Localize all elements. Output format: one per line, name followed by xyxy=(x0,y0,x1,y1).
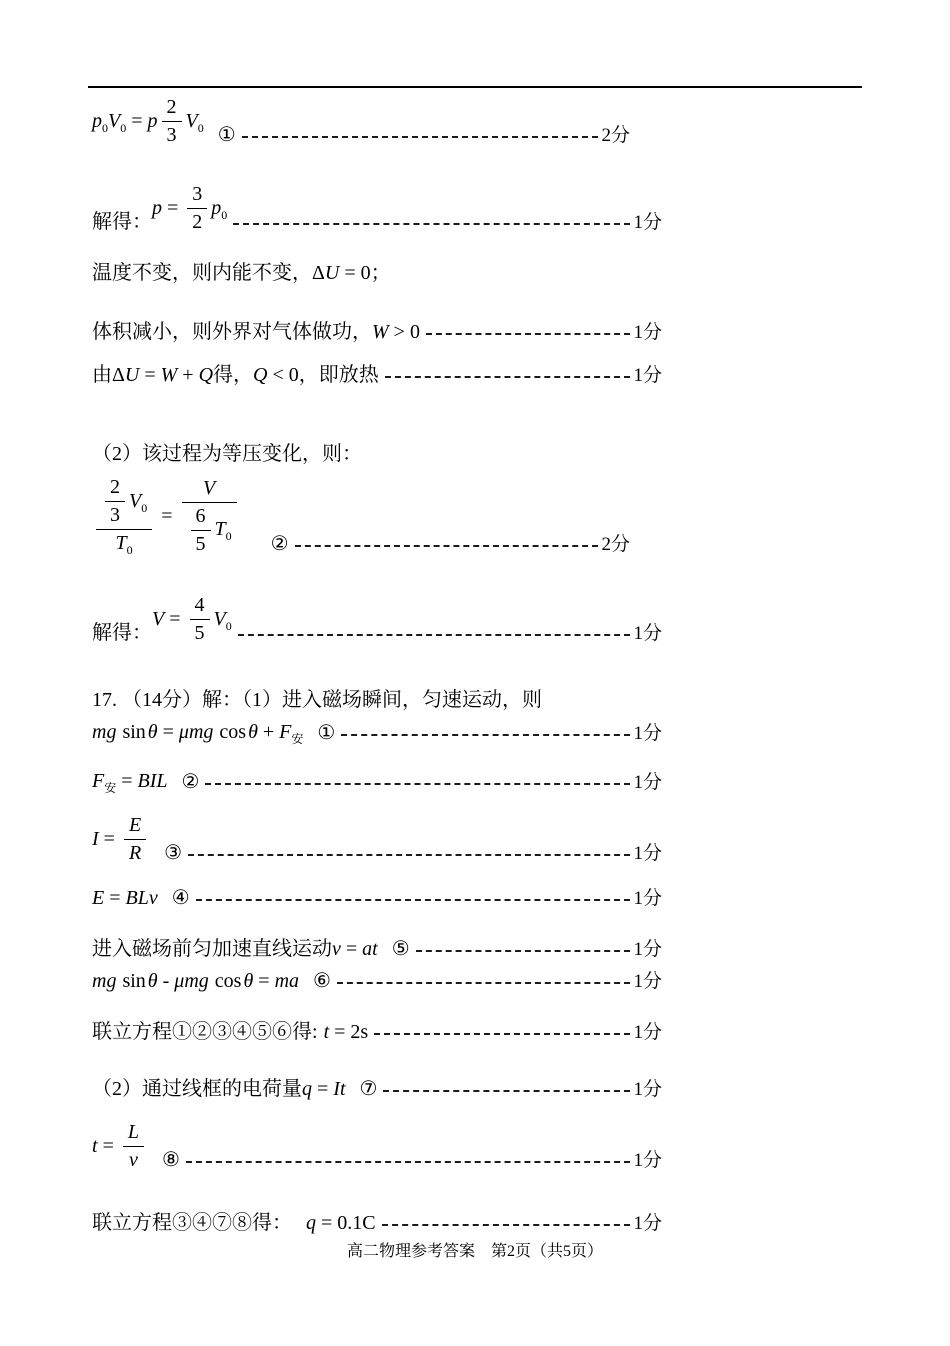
math-run xyxy=(92,110,158,134)
circled-marker: ② xyxy=(181,771,200,793)
math-var: W xyxy=(372,321,389,343)
text-part2-isobaric xyxy=(92,437,862,466)
fraction-denominator xyxy=(96,530,152,556)
heading-question-17 xyxy=(92,683,862,712)
equation xyxy=(152,594,232,645)
math-sub: 安 xyxy=(291,732,304,746)
math-sub: 0 xyxy=(221,207,228,222)
math-var: θ xyxy=(147,970,158,992)
score-label: 1分 xyxy=(633,1022,662,1043)
math-var: v xyxy=(128,1149,138,1171)
equation-gas-pressure xyxy=(92,96,862,147)
circled-marker: ⑥ xyxy=(313,970,331,992)
math-run xyxy=(152,608,186,631)
fraction-denominator: 3 xyxy=(166,124,177,146)
equation xyxy=(92,1121,148,1172)
dash-leader xyxy=(238,634,631,636)
math-func: cos xyxy=(214,970,242,992)
chinese-label: 解得： xyxy=(92,622,152,644)
math-sub: 0 xyxy=(225,618,232,633)
math-op: = xyxy=(102,1135,114,1157)
math-num: 0 xyxy=(409,321,420,343)
dash-leader xyxy=(295,545,599,547)
math-var: U xyxy=(124,364,140,386)
circled-marker: ③ xyxy=(164,842,183,864)
score-label: 1分 xyxy=(633,971,662,992)
math-sub: 0 xyxy=(120,120,127,135)
fraction xyxy=(187,183,207,234)
dash-leader xyxy=(205,783,630,785)
math-op: = xyxy=(131,109,143,132)
math-var: U xyxy=(324,262,340,284)
math-op: = xyxy=(167,197,179,219)
math-op: > xyxy=(393,321,405,343)
fraction xyxy=(190,594,210,645)
text-line xyxy=(92,315,420,344)
math-var: Q xyxy=(198,364,214,386)
header-rule xyxy=(88,86,862,88)
math-var: It xyxy=(333,1078,346,1100)
equation-time-length xyxy=(92,1121,862,1172)
math-var: BLv xyxy=(125,887,158,909)
fraction-denominator: 5 xyxy=(195,532,206,555)
page-footer: 高二物理参考答案 第2页（共5页） xyxy=(346,1243,603,1260)
math-op: + xyxy=(262,721,275,743)
chinese-text: 17. （14分）解：（1）进入磁场瞬间，匀速运动，则 xyxy=(92,689,542,711)
score-label: 1分 xyxy=(633,1079,662,1100)
dash-leader xyxy=(374,1033,630,1035)
math-delta: Δ xyxy=(112,364,125,386)
equation xyxy=(92,887,158,910)
math-var: W xyxy=(160,364,178,386)
circled-marker: ① xyxy=(217,124,236,146)
score-label: 1分 xyxy=(633,1150,662,1171)
math-run xyxy=(215,518,232,542)
text-heat-release xyxy=(92,358,862,387)
fraction xyxy=(162,96,182,147)
circled-marker: ⑦ xyxy=(359,1078,378,1100)
score-label: 1分 xyxy=(633,723,662,744)
text-line xyxy=(92,358,379,387)
fraction-outer-right xyxy=(182,477,237,556)
math-op: = xyxy=(334,1021,346,1043)
math-var: BIL xyxy=(137,770,168,792)
score-label: 1分 xyxy=(633,623,662,644)
dash-leader xyxy=(385,376,631,378)
equation-velocity xyxy=(92,932,862,961)
math-op: = xyxy=(121,770,133,792)
math-var: I xyxy=(92,828,99,850)
math-op: = xyxy=(144,364,156,386)
fraction-numerator: 2 xyxy=(162,96,182,122)
math-op: = xyxy=(317,1078,329,1100)
fraction-numerator xyxy=(123,1121,144,1147)
chinese-text: 温度不变，则内能不变， xyxy=(92,262,312,284)
math-var: ma xyxy=(274,970,300,992)
math-run xyxy=(186,110,204,134)
fraction-numerator: 2 xyxy=(105,476,125,502)
math-var: R xyxy=(128,842,142,864)
score-label: 1分 xyxy=(633,843,662,864)
math-op: - xyxy=(162,970,170,992)
chinese-text: 联立方程①②③④⑤⑥得: xyxy=(92,1021,318,1043)
circled-marker: ⑤ xyxy=(391,938,410,960)
math-num: 0.1C xyxy=(337,1212,376,1234)
math-op: = xyxy=(162,721,174,743)
score-label: 1分 xyxy=(633,1213,662,1234)
math-op: = xyxy=(321,1212,333,1234)
equation xyxy=(92,476,241,556)
math-var: θ xyxy=(243,970,254,992)
equation xyxy=(92,814,150,865)
math-sub: 0 xyxy=(102,120,108,135)
fraction-numerator xyxy=(182,477,237,503)
chinese-label: 解得： xyxy=(92,211,152,233)
dash-leader xyxy=(416,950,631,952)
text-line xyxy=(92,932,378,961)
dash-leader xyxy=(188,854,630,856)
circled-marker: ② xyxy=(270,533,289,555)
chinese-text: 由 xyxy=(92,364,112,386)
math-var: θ xyxy=(147,721,158,743)
dash-leader xyxy=(426,333,631,335)
chinese-text: ，即放热 xyxy=(298,364,379,386)
math-var: q xyxy=(302,1078,312,1100)
fraction xyxy=(124,814,146,865)
fraction-denominator: 3 xyxy=(110,504,120,526)
math-var: E xyxy=(92,887,105,909)
dash-leader xyxy=(186,1161,631,1163)
dash-leader xyxy=(383,1090,630,1092)
equation xyxy=(152,183,227,234)
fraction-denominator xyxy=(182,503,237,556)
equation-time-solution xyxy=(92,1015,862,1044)
equation-emf xyxy=(92,883,862,910)
math-num: 0 xyxy=(288,364,299,386)
fraction-inner xyxy=(191,505,211,556)
equation-ampere-force xyxy=(92,767,862,794)
dash-leader xyxy=(341,734,630,736)
math-num: 0 xyxy=(360,262,371,284)
score-label: 1分 xyxy=(633,888,662,909)
circled-marker: ① xyxy=(317,722,336,744)
dash-leader xyxy=(382,1224,631,1226)
score-label: 1分 xyxy=(633,939,662,960)
math-delta: Δ xyxy=(312,262,325,284)
math-var: L xyxy=(127,1121,139,1143)
equation xyxy=(92,721,303,745)
text-work-on-gas xyxy=(92,315,862,344)
text-line xyxy=(92,256,391,285)
score-label: 1分 xyxy=(633,322,662,343)
score-label: 2分 xyxy=(601,534,630,555)
math-var: v xyxy=(332,938,341,960)
dash-leader xyxy=(233,223,630,225)
math-var: mg xyxy=(92,970,117,992)
math-var: V xyxy=(213,607,226,630)
math-var: E xyxy=(128,814,142,836)
math-sub: 0 xyxy=(126,543,133,557)
chinese-text: 体积减小，则外界对气体做功， xyxy=(92,321,372,343)
math-var: V xyxy=(185,109,198,132)
solution-volume xyxy=(92,594,862,645)
math-op: = xyxy=(109,887,121,909)
math-sub: 0 xyxy=(197,120,204,135)
math-run xyxy=(152,197,183,220)
chinese-text: 得， xyxy=(213,364,254,386)
circled-marker: ⑧ xyxy=(161,1149,180,1171)
math-var: μmg xyxy=(178,721,214,743)
fraction-numerator xyxy=(124,814,146,840)
math-run xyxy=(214,608,232,632)
equation xyxy=(92,96,204,147)
text-line xyxy=(92,1015,368,1044)
math-sub: 安 xyxy=(104,781,117,795)
solution-pressure xyxy=(92,183,862,234)
equation-force-balance xyxy=(92,718,862,745)
math-sub: 0 xyxy=(225,529,232,543)
math-func: sin xyxy=(122,721,146,743)
math-var: F xyxy=(92,770,105,792)
math-var: t xyxy=(323,1021,330,1043)
math-var: p xyxy=(152,197,162,219)
fraction-numerator xyxy=(96,476,152,530)
math-num: 2s xyxy=(350,1021,369,1043)
math-run xyxy=(92,1135,119,1158)
fraction-outer-left xyxy=(96,476,152,556)
equation xyxy=(92,770,168,794)
chinese-text: 联立方程③④⑦⑧得： xyxy=(92,1212,292,1234)
math-var: μmg xyxy=(174,970,209,992)
math-var: θ xyxy=(248,721,258,743)
math-var: V xyxy=(129,489,142,512)
score-label: 2分 xyxy=(601,125,630,146)
math-sub: 0 xyxy=(141,500,148,515)
math-func: sin xyxy=(122,970,146,992)
text-line xyxy=(92,1206,376,1235)
math-var: at xyxy=(362,938,378,960)
score-label: 1分 xyxy=(633,365,662,386)
text-internal-energy xyxy=(92,256,862,285)
math-var: V xyxy=(152,608,165,630)
fraction-denominator: 2 xyxy=(192,211,203,233)
math-run xyxy=(116,532,133,556)
math-var: t xyxy=(92,1135,98,1157)
math-run xyxy=(129,490,147,514)
chinese-text: （2）通过线框的电荷量 xyxy=(92,1078,302,1100)
math-run xyxy=(92,828,120,851)
fraction-denominator xyxy=(124,840,146,865)
math-func: cos xyxy=(219,721,247,743)
score-label: 1分 xyxy=(633,212,662,233)
math-op: = xyxy=(103,828,115,850)
math-var: p xyxy=(147,109,158,132)
dash-leader xyxy=(196,899,631,901)
math-run xyxy=(211,197,227,221)
chinese-text: 进入磁场前匀加速直线运动 xyxy=(92,938,332,960)
math-var: V xyxy=(202,476,216,499)
equation-current xyxy=(92,814,862,865)
math-var: T xyxy=(214,518,226,540)
fraction-numerator: 4 xyxy=(190,594,210,620)
math-var: q xyxy=(306,1212,316,1234)
math-var: p xyxy=(211,196,222,219)
math-var: mg xyxy=(92,721,117,743)
fraction-denominator: 5 xyxy=(194,622,205,644)
equation-charge xyxy=(92,1072,862,1101)
math-op: + xyxy=(182,364,194,386)
chinese-text: ； xyxy=(370,262,391,284)
math-op: < xyxy=(272,364,284,386)
math-var: p xyxy=(92,109,102,132)
math-op: = xyxy=(161,504,173,527)
math-var: Q xyxy=(253,364,268,386)
math-var: F xyxy=(279,721,292,743)
fraction-inner xyxy=(105,476,125,527)
math-op: = xyxy=(345,938,358,960)
math-op: = xyxy=(344,262,356,284)
chinese-text: （2）该过程为等压变化，则： xyxy=(92,443,362,465)
equation-acceleration xyxy=(92,966,862,993)
equation-isobaric-ratio xyxy=(92,476,862,556)
fraction-denominator xyxy=(123,1147,144,1172)
math-op: = xyxy=(258,970,270,992)
text-line xyxy=(92,1072,346,1101)
circled-marker: ④ xyxy=(171,887,190,909)
fraction xyxy=(123,1121,144,1172)
fraction-numerator: 3 xyxy=(187,183,207,209)
math-var: V xyxy=(108,109,121,132)
dash-leader xyxy=(242,136,599,138)
score-label: 1分 xyxy=(633,772,662,793)
fraction-numerator: 6 xyxy=(191,505,211,531)
equation xyxy=(92,970,299,993)
math-var: T xyxy=(115,532,127,554)
math-op: = xyxy=(169,608,181,630)
dash-leader xyxy=(337,982,631,984)
equation-charge-solution xyxy=(92,1206,862,1235)
